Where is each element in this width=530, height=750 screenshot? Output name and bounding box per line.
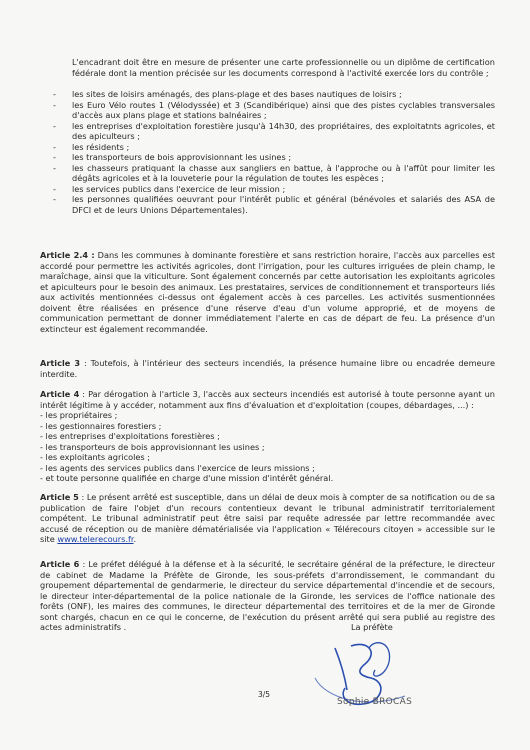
handwritten-signature	[305, 618, 415, 728]
article-6-label: Article 6	[40, 559, 80, 569]
intro-paragraph	[40, 57, 495, 78]
article-4	[40, 389, 495, 484]
article-6-text: : Le préfet délégué à la défense et à la sécurité, le secrétaire général de la préfecture, le directeur de cabinet de Madame la Préfète de Gironde, les sous-préfets d'arrondissement, le commandant du groupement départemental de gendarmerie, le directeur du service départemental d'incendie et de secours, le directeur inter-départemental de la police nationale de la Gironde, les services de l'office nationale des forêts (ONF), les maires des communes, le directeur départemental des territoires et de la mer de Gironde sont chargés, chacun en ce qui le concerne, de l'exécution du présent arrêté qui sera publié au registre des actes administratifs .	[40, 559, 495, 632]
article-5-text: : Le présent arrêté est susceptible, dans un délai de deux mois à compter de sa notification ou de sa publication de faire l'objet d'un recours contentieux devant le tribunal administratif territorialement compétent. Le tribunal administratif peut être saisi par requête adressée par lettre recommandée avec accusé de réception ou de manière dématérialisée via l'application « Télérecours citoyen » accessible sur le site	[40, 492, 495, 544]
list-item: - les résidents ;	[40, 142, 495, 153]
article-4-label: Article 4	[40, 389, 80, 399]
article-4-item: - les exploitants agricoles ;	[40, 452, 151, 462]
signatory-name: Sophie BROCAS	[337, 697, 413, 707]
article-4-item: - les gestionnaires forestiers ;	[40, 420, 162, 431]
article-5-end: .	[133, 534, 137, 544]
article-4-item: - et toute personne qualifiée en charge d'une mission d'intérêt général.	[40, 473, 334, 483]
article-3-label: Article 3	[40, 358, 81, 368]
article-4-text: : Par dérogation à l'article 3, l'accès aux secteurs incendiés est autorisé à toute personne ayant un intérêt légitime à y accéder, notamment aux fins d'évaluation et d'exploitation (coupes, débardages, ...) :	[40, 389, 495, 410]
access-list	[40, 89, 495, 215]
list-item: - les services publics dans l'exercice de leur mission ;	[40, 184, 495, 195]
article-2-4	[40, 250, 495, 334]
article-4-list	[40, 410, 495, 484]
list-item: - les Euro Vélo routes 1 (Vélodyssée) et 3 (Scandibérique) ainsi que des pistes cyclables transversales d'accès aux plans plage et stations balnéaires ;	[40, 100, 495, 121]
article-4-item: - les entreprises d'exploitations forestières ;	[40, 431, 220, 441]
article-4-item: - les transporteurs de bois approvisionnant les usines ;	[40, 441, 265, 452]
page-number: 3/5	[258, 690, 271, 699]
list-item: - les entreprises d'exploitation forestière jusqu'à 14h30, des propriétaires, des exploitatnts agricoles, et des apiculteurs ;	[40, 121, 495, 142]
article-2-4-text: Dans les communes à dominante forestière et sans restriction horaire, l'accès aux parcelles est accordé pour permettre les activités agricoles, dont l'irrigation, pour les cultures irriguées de plein champ, le maraîchage, ainsi que la viticulture. Sont également concernés par cette autorisation les exploitants agricoles et apiculteurs pour le besoin des animaux. Les prestataires, services de conditionnement et transporteurs liés aux activités mentionnées ci-dessus ont également accès à ces parcelles. Les activités susmentionnées doivent être réalisées en présence d'une réserve d'eau d'un volume approprié, et de moyens de communication permettant de donner immédiatement l'alerte en cas de départ de feu. La présence d'un extincteur est également recommandée.	[40, 250, 495, 334]
telerecours-link[interactable]: www.telerecours.fr	[57, 534, 134, 544]
list-item: - les chasseurs pratiquant la chasse aux sangliers en battue, à l'approche ou à l'affût pour limiter les dégâts agricoles et à la louveterie pour la régulation de toutes les espèces ;	[40, 163, 495, 184]
list-item: - les transporteurs de bois approvisionnant les usines ;	[40, 152, 495, 163]
article-3	[40, 358, 495, 379]
article-5	[40, 492, 495, 545]
article-5-label: Article 5	[40, 492, 79, 502]
list-item: - les personnes qualifiées oeuvrant pour l'intérêt public et général (bénévoles et salariés des ASA de DFCI et de leurs Unions Départementales).	[40, 194, 495, 215]
article-3-text: : Toutefois, à l'intérieur des secteurs incendiés, la présence humaine libre ou encadrée demeure interdite.	[40, 358, 495, 379]
list-item: - les sites de loisirs aménagés, des plans-plage et des bases nautiques de loisirs ;	[40, 89, 495, 100]
article-4-item: - les propriétaires ;	[40, 410, 118, 420]
article-4-item: - les agents des services publics dans l'exercice de leurs missions ;	[40, 462, 315, 473]
article-6	[40, 559, 495, 633]
article-2-4-label: Article 2.4 :	[40, 250, 95, 260]
intro-text: L'encadrant doit être en mesure de présenter une carte professionnelle ou un diplôme de certification fédérale dont la mention précisée sur les documents correspond à l'activité exercée lors du contrôle ;	[72, 57, 495, 78]
signature-title: La préfète	[351, 622, 393, 632]
